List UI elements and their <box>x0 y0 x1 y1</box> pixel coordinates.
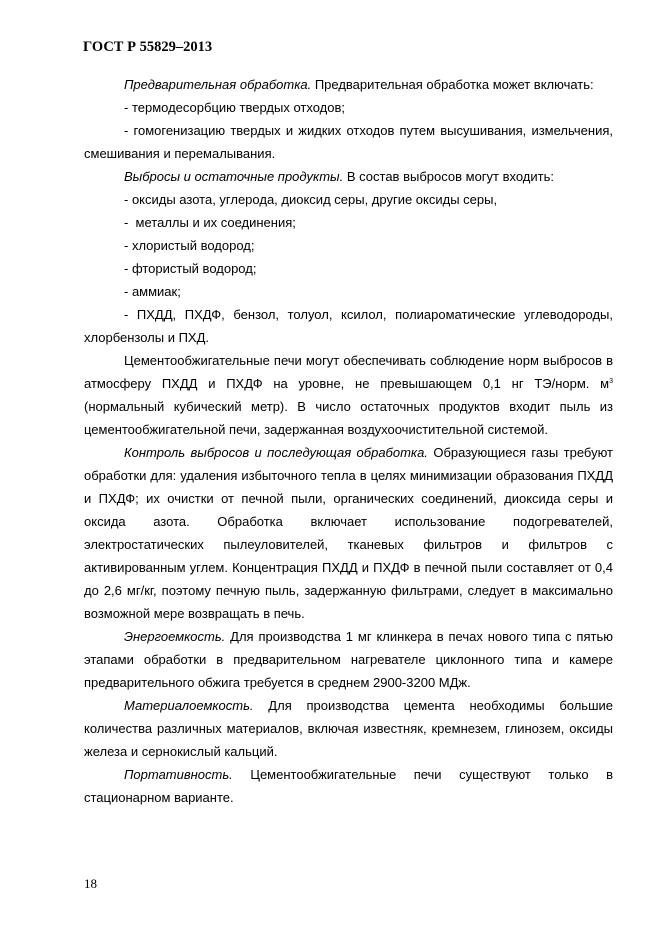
paragraph-kiln-emissions <box>84 349 613 441</box>
paragraph-label: Выбросы и остаточные продукты. <box>124 169 344 184</box>
document-header: ГОСТ Р 55829–2013 <box>83 39 213 55</box>
document-body <box>84 73 613 809</box>
paragraph-pretreatment <box>84 73 613 96</box>
list-item: - фтористый водород; <box>124 261 257 276</box>
list-item: - ПХДД, ПХДФ, бензол, толуол, ксилол, полиароматические углеводороды, хлорбензолы и ПХД. <box>84 307 613 345</box>
paragraph-materials <box>84 694 613 763</box>
paragraph-text: В состав выбросов могут входить: <box>343 169 554 184</box>
list-item: - гомогенизацию твердых и жидких отходов путем высушивания, измельчения, смешивания и перемалывания. <box>84 123 613 161</box>
paragraph-energy <box>84 625 613 694</box>
paragraph-label: Материалоемкость. <box>124 698 254 713</box>
paragraph-emissions <box>84 165 613 188</box>
paragraph-text: Цементообжигательные печи существуют только в стационарном варианте. <box>84 767 613 805</box>
paragraph-portability <box>84 763 613 809</box>
superscript: 3 <box>609 378 613 385</box>
paragraph-label: Предварительная обработка. <box>124 77 312 92</box>
paragraph-text: Для производства 1 мг клинкера в печах нового типа с пятью этапами обработки в предварительном нагревателе циклонного типа и камере предварительного обжига требуется в среднем 2900-3200 МДж. <box>84 629 613 690</box>
list-item: - термодесорбцию твердых отходов; <box>124 100 345 115</box>
list-item: - хлористый водород; <box>124 238 255 253</box>
paragraph-label: Портативность. <box>124 767 233 782</box>
page-number: 18 <box>84 876 97 891</box>
list-item: - аммиак; <box>124 284 181 299</box>
paragraph-label: Контроль выбросов и последующая обработка. <box>124 445 428 460</box>
list-item: - оксиды азота, углерода, диоксид серы, другие оксиды серы, <box>124 192 498 207</box>
paragraph-text: Для производства цемента необходимы большие количества различных материалов, включая известняк, кремнезем, глинозем, оксиды железа и сернокислый кальций. <box>84 698 613 759</box>
list-item: - металлы и их соединения; <box>124 215 296 230</box>
paragraph-text-tail: (нормальный кубический метр). В число остаточных продуктов входит пыль из цементообжигательной печи, задержанная воздухоочистительной системой. <box>84 399 613 437</box>
paragraph-label: Энергоемкость. <box>124 629 226 644</box>
paragraph-text: Образующиеся газы требуют обработки для: удаления избыточного тепла в целях минимизации образования ПХДД и ПХДФ; их очистки от печной пыли, органических соединений, диоксида серы и оксида азота. Обработка включает использование подогревателей, электростатических пылеуловителей, тканевых фильтров и фильтров с активированным углем. Концентрация ПХДД и ПХДФ в печной пыли составляет от 0,4 до 2,6 мг/кг, поэтому печную пыль, задержанную фильтрами, следует в максимально возможной мере возвращать в печь. <box>84 445 613 621</box>
paragraph-text: Предварительная обработка может включать: <box>311 77 594 92</box>
paragraph-emission-control <box>84 441 613 625</box>
paragraph-text: Цементообжигательные печи могут обеспечивать соблюдение норм выбросов в атмосферу ПХДД и ПХДФ на уровне, не превышающем 0,1 нг ТЭ/норм. м <box>84 353 613 391</box>
